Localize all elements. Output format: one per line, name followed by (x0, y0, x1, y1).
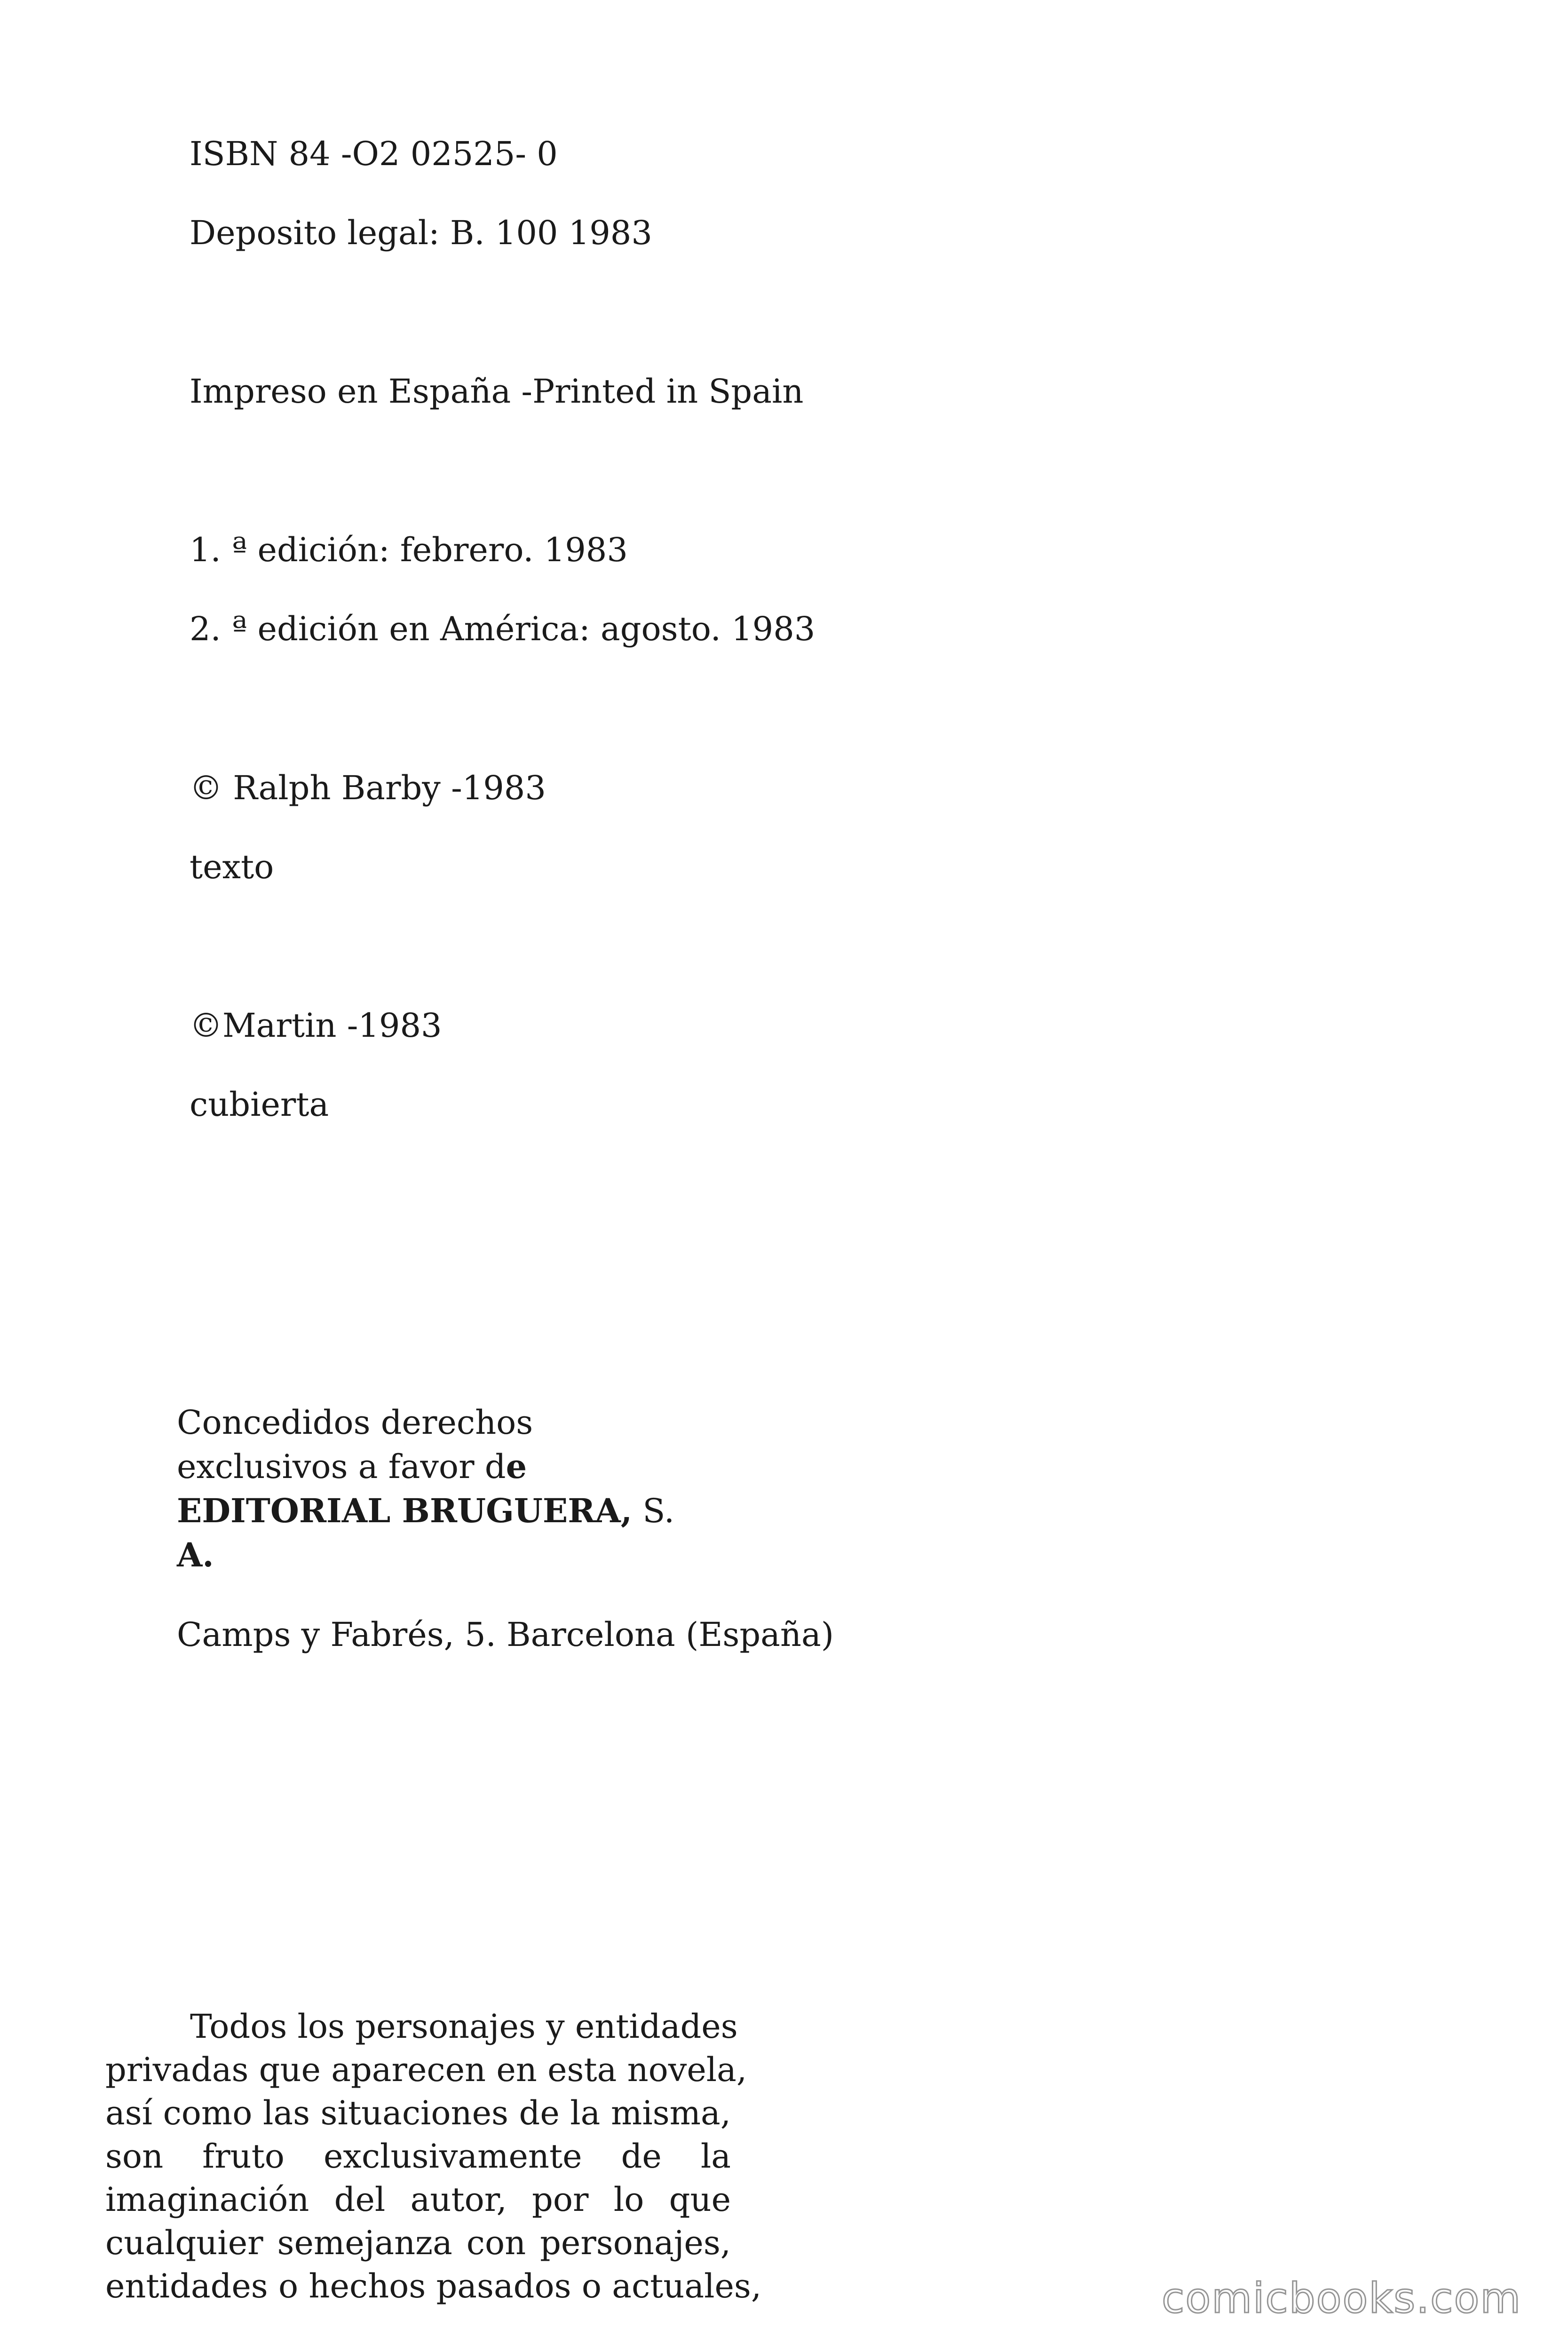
copyright-cover-line: ©Martin -1983 (190, 1006, 442, 1045)
rights-line-3 (177, 1489, 674, 1533)
disclaimer-line: entidades o hechos pasados o actuales, (105, 2267, 762, 2305)
isbn-line: ISBN 84 -O2 02525- 0 (190, 135, 558, 173)
disclaimer-paragraph (105, 2005, 762, 2308)
printed-in-line: Impreso en España -Printed in Spain (190, 372, 804, 411)
disclaimer-line: así como las situaciones de la misma, (105, 2094, 731, 2132)
copyright-cover-label: cubierta (190, 1085, 329, 1124)
publisher-suffix-bold: A. (177, 1535, 214, 1574)
rights-line-2-text: exclusivos a favor d (177, 1447, 506, 1486)
second-edition-line: 2. ª edición en América: agosto. 1983 (190, 610, 816, 648)
rights-line-1: Concedidos derechos (177, 1403, 533, 1442)
disclaimer-line: son fruto exclusivamente de la (105, 2137, 731, 2176)
rights-line-4 (177, 1533, 674, 1577)
disclaimer-line: Todos los personajes y entidades (190, 2007, 738, 2046)
rights-line-2 (177, 1445, 674, 1489)
rights-block (177, 1401, 674, 1577)
disclaimer-line: imaginación del autor, por lo que (105, 2180, 731, 2219)
copyright-text-line: © Ralph Barby -1983 (190, 769, 546, 807)
watermark-logo: comicbooks.com (1162, 2274, 1522, 2322)
disclaimer-line: privadas que aparecen en esta novela, (105, 2050, 747, 2089)
publisher-name: EDITORIAL BRUGUERA, (177, 1491, 633, 1530)
deposito-legal-line: Deposito legal: B. 100 1983 (190, 214, 652, 252)
rights-line-2-bold: e (506, 1447, 527, 1486)
publisher-address: Camps y Fabrés, 5. Barcelona (España) (177, 1615, 834, 1654)
publisher-suffix: S. (632, 1492, 675, 1530)
disclaimer-line: cualquier semejanza con personajes, (105, 2224, 731, 2262)
copyright-text-label: texto (190, 848, 274, 886)
first-edition-line: 1. ª edición: febrero. 1983 (190, 531, 628, 569)
